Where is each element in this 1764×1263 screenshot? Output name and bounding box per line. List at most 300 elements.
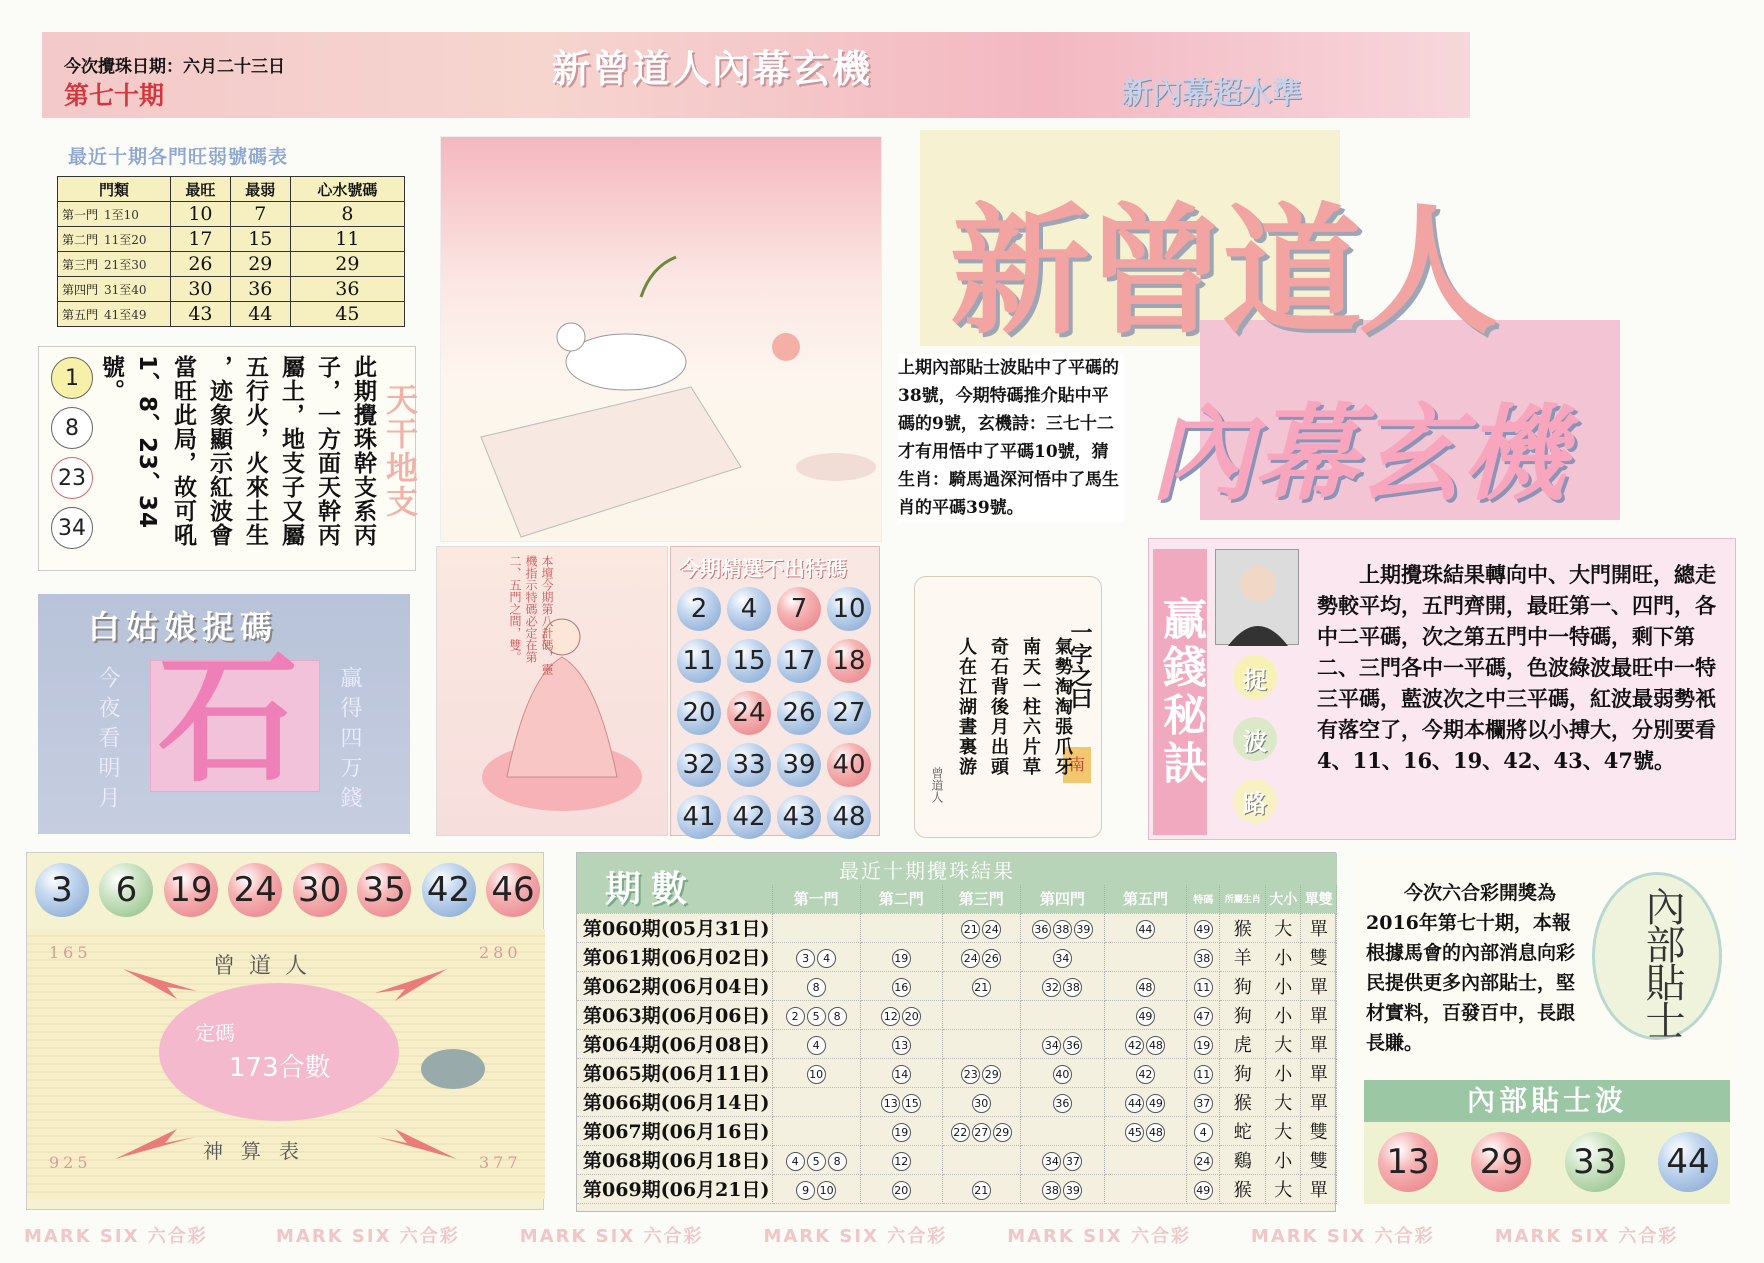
footer-text: MARK SIX 六合彩 — [1007, 1226, 1191, 1246]
result-gate-g4 — [1020, 971, 1104, 1000]
wave-ball: 13 — [1378, 1132, 1438, 1192]
riddle-left-col: 今夜看明月 — [95, 666, 120, 816]
result-ball: 12 — [892, 1152, 911, 1171]
zodiac-column: ，迹象顯示紅波會 — [206, 355, 232, 547]
secret-tags — [1233, 655, 1281, 841]
results-col: 第三門 — [942, 885, 1020, 913]
special-ball: 49 — [1194, 920, 1213, 939]
result-special — [1186, 1029, 1219, 1058]
poem-sign: 曾道人 — [930, 767, 944, 803]
compass-arrows-icon — [27, 929, 545, 1199]
result-ball: 13 — [881, 1094, 900, 1113]
special-ball: 19 — [1194, 1036, 1213, 1055]
gate-hot: 30 — [171, 277, 231, 302]
wave-ball: 44 — [1658, 1132, 1718, 1192]
zodiac-column: 當旺此局，故可吼 — [170, 355, 196, 547]
results-header-row — [577, 885, 1337, 913]
result-bs: 大 — [1266, 913, 1301, 942]
result-gate-g2 — [860, 1116, 942, 1145]
gate-name: 第二門 — [62, 232, 99, 247]
gates-caption: 最近十期各門旺弱號碼表 — [68, 146, 289, 168]
result-gate-g3 — [942, 942, 1020, 971]
goddess-icon — [467, 577, 657, 827]
exclude-ball: 11 — [677, 639, 721, 683]
compass-corner: 377 — [479, 1153, 522, 1172]
riddle-right-col: 贏得四万錢 — [337, 666, 362, 816]
result-gate-g5 — [1104, 1029, 1186, 1058]
exclude-ball: 17 — [777, 639, 821, 683]
gate-pick: 11 — [290, 227, 404, 252]
result-gate-g5 — [1104, 1087, 1186, 1116]
result-special — [1186, 1174, 1219, 1203]
result-issue: 第067期(06月16日) — [577, 1116, 772, 1145]
result-gate-g4 — [1020, 1145, 1104, 1174]
result-gate-g2 — [860, 971, 942, 1000]
result-gate-g5 — [1104, 1174, 1186, 1203]
top-ball: 35 — [357, 863, 411, 917]
result-ball: 14 — [892, 1065, 911, 1084]
result-issue: 第063期(06月06日) — [577, 1000, 772, 1029]
result-gate-g4 — [1020, 1087, 1104, 1116]
result-gate-g1 — [772, 971, 860, 1000]
result-special — [1186, 1145, 1219, 1174]
gates-row — [58, 202, 405, 227]
result-gate-g4 — [1020, 1116, 1104, 1145]
exclude-ball: 27 — [827, 691, 871, 735]
issue-number: 第七十期 — [64, 81, 165, 110]
poem-lines — [953, 637, 1075, 807]
zodiac-ball: 34 — [51, 507, 93, 549]
gate-cold: 7 — [230, 202, 290, 227]
gate-range: 11至20 — [104, 232, 147, 247]
result-ball: 29 — [993, 1123, 1012, 1142]
gate-pick: 29 — [290, 252, 404, 277]
result-gate-g4 — [1020, 1174, 1104, 1203]
secret-tag: 捉 — [1233, 655, 1277, 699]
poem-line: 氣勢淘淘張爪牙 — [1052, 637, 1073, 777]
gates-row — [58, 302, 405, 327]
result-gate-g2 — [860, 1145, 942, 1174]
gate-label — [58, 252, 171, 277]
result-special — [1186, 971, 1219, 1000]
result-row — [577, 1087, 1337, 1116]
result-gate-g1 — [772, 1087, 860, 1116]
zodiac-ball: 1 — [51, 357, 93, 399]
result-gate-g3 — [942, 1087, 1020, 1116]
gate-cold: 36 — [230, 277, 290, 302]
result-gate-g3 — [942, 1174, 1020, 1203]
result-ball: 37 — [1063, 1152, 1082, 1171]
result-ball: 36 — [1063, 1036, 1082, 1055]
result-oe: 雙 — [1301, 942, 1337, 971]
top-balls — [35, 863, 540, 917]
result-ball: 10 — [807, 1065, 826, 1084]
result-ball: 32 — [1042, 978, 1061, 997]
result-special — [1186, 913, 1219, 942]
result-gate-g4 — [1020, 913, 1104, 942]
result-row — [577, 971, 1337, 1000]
gate-pick: 36 — [290, 277, 404, 302]
result-bs: 大 — [1266, 1087, 1301, 1116]
result-ball: 21 — [961, 920, 980, 939]
gates-header: 門類 — [58, 177, 171, 202]
result-gate-g5 — [1104, 1058, 1186, 1087]
footer-text: MARK SIX 六合彩 — [1250, 1226, 1435, 1246]
result-special — [1186, 942, 1219, 971]
result-zod: 虎 — [1220, 1029, 1266, 1058]
poem-stamp: 南 — [1063, 747, 1091, 783]
result-bs: 小 — [1266, 1058, 1301, 1087]
result-ball: 19 — [892, 1123, 911, 1142]
gate-label — [58, 277, 171, 302]
result-row — [577, 1145, 1337, 1174]
result-special — [1186, 1087, 1219, 1116]
exclude-grid — [677, 587, 877, 839]
results-col: 大小 — [1266, 885, 1301, 913]
results-box — [576, 852, 1336, 1212]
result-ball: 21 — [972, 978, 991, 997]
result-issue: 第068期(06月18日) — [577, 1145, 772, 1174]
result-special — [1186, 1058, 1219, 1087]
zodiac-column: 屬土，地支子又屬 — [278, 355, 304, 547]
gates-header: 最弱 — [230, 177, 290, 202]
results-col: 單雙 — [1301, 885, 1337, 913]
gate-name: 第一門 — [62, 207, 99, 222]
author-photo — [1215, 549, 1299, 645]
result-gate-g3 — [942, 913, 1020, 942]
compass-center-top: 定碼 — [195, 1021, 235, 1045]
result-ball: 4 — [817, 949, 836, 968]
result-zod: 鷄 — [1220, 1145, 1266, 1174]
results-col: 第二門 — [860, 885, 942, 913]
secret-title: 贏錢秘訣 — [1153, 549, 1207, 835]
result-gate-g2 — [860, 913, 942, 942]
results-col: 特碼 — [1186, 885, 1219, 913]
person-icon — [1216, 550, 1300, 646]
gates-row — [58, 227, 405, 252]
secret-tag: 波 — [1233, 717, 1277, 761]
result-gate-g3 — [942, 1145, 1020, 1174]
result-issue: 第060期(05月31日) — [577, 913, 772, 942]
top-ball: 24 — [228, 863, 282, 917]
result-gate-g2 — [860, 1000, 942, 1029]
result-zod: 猴 — [1220, 1174, 1266, 1203]
result-special — [1186, 1000, 1219, 1029]
result-issue: 第065期(06月11日) — [577, 1058, 772, 1087]
riddle-box — [38, 594, 410, 834]
result-gate-g2 — [860, 1029, 942, 1058]
special-ball: 49 — [1194, 1181, 1213, 1200]
results-col: 第四門 — [1020, 885, 1104, 913]
special-ball: 11 — [1194, 978, 1213, 997]
insider-text: 今次六合彩開獎為2016年第七十期，本報根據馬會的內部消息向彩民提供更多內部貼士，堅材實料，百發百中，長跟長賺。 — [1366, 882, 1576, 1054]
result-bs: 大 — [1266, 1174, 1301, 1203]
exclude-ball: 24 — [727, 691, 771, 735]
special-ball: 37 — [1194, 1094, 1213, 1113]
result-ball: 49 — [1146, 1094, 1165, 1113]
results-col: 第一門 — [772, 885, 860, 913]
special-ball: 11 — [1194, 1065, 1213, 1084]
exclude-ball: 42 — [727, 795, 771, 839]
poem-line: 人在江湖晝裏游 — [956, 637, 977, 777]
exclude-ball: 33 — [727, 743, 771, 787]
result-issue: 第066期(06月14日) — [577, 1087, 772, 1116]
result-gate-g2 — [860, 1174, 942, 1203]
gate-cold: 15 — [230, 227, 290, 252]
result-oe: 單 — [1301, 1174, 1337, 1203]
result-ball: 39 — [1074, 920, 1093, 939]
page-subtitle: 新內幕超水準 — [1122, 76, 1302, 111]
result-ball: 38 — [1063, 978, 1082, 997]
top-ball: 42 — [422, 863, 476, 917]
result-ball: 24 — [961, 949, 980, 968]
gates-header-row — [58, 177, 405, 202]
result-issue: 第064期(06月08日) — [577, 1029, 772, 1058]
result-gate-g3 — [942, 1000, 1020, 1029]
footer-text: MARK SIX 六合彩 — [1494, 1226, 1679, 1246]
result-ball: 27 — [972, 1123, 991, 1142]
compass-top: 曾道人 — [213, 954, 322, 979]
result-gate-g2 — [860, 1087, 942, 1116]
result-gate-g3 — [942, 1029, 1020, 1058]
result-gate-g1 — [772, 1058, 860, 1087]
result-ball: 16 — [892, 978, 911, 997]
wave-ball: 33 — [1565, 1132, 1625, 1192]
result-ball: 12 — [881, 1007, 900, 1026]
gate-cold: 44 — [230, 302, 290, 327]
result-special — [1186, 1116, 1219, 1145]
gate-range: 21至30 — [104, 257, 147, 272]
result-issue: 第061期(06月02日) — [577, 942, 772, 971]
result-ball: 36 — [1053, 1094, 1072, 1113]
result-ball: 5 — [807, 1007, 826, 1026]
gates-header: 心水號碼 — [290, 177, 404, 202]
top-ball: 19 — [164, 863, 218, 917]
result-ball: 4 — [807, 1036, 826, 1055]
gate-label — [58, 227, 171, 252]
results-col: 所屬生肖 — [1220, 885, 1266, 913]
gate-pick: 45 — [290, 302, 404, 327]
gates-row — [58, 252, 405, 277]
bigtitle-line1: 新曾道人 — [950, 191, 1495, 354]
zodiac-ball: 8 — [51, 407, 93, 449]
exclude-ball: 15 — [727, 639, 771, 683]
gate-range: 1至10 — [104, 207, 139, 222]
gates-table — [57, 176, 405, 327]
result-ball: 15 — [902, 1094, 921, 1113]
result-ball: 26 — [982, 949, 1001, 968]
gates-header: 最旺 — [171, 177, 231, 202]
poem-line: 南天一柱六片草 — [1020, 637, 1041, 777]
exclude-ball: 41 — [677, 795, 721, 839]
gate-pick: 8 — [290, 202, 404, 227]
page-title: 新曾道人內幕玄機 — [552, 47, 873, 91]
result-ball: 40 — [1053, 1065, 1072, 1084]
gate-label — [58, 302, 171, 327]
exclude-ball: 2 — [677, 587, 721, 631]
result-issue: 第062期(06月04日) — [577, 971, 772, 1000]
special-ball: 4 — [1194, 1123, 1213, 1142]
zodiac-box — [38, 346, 419, 571]
result-ball: 3 — [796, 949, 815, 968]
result-ball: 21 — [972, 1181, 991, 1200]
result-bs: 小 — [1266, 971, 1301, 1000]
result-bs: 小 — [1266, 1000, 1301, 1029]
result-row — [577, 1029, 1337, 1058]
result-ball: 8 — [828, 1152, 847, 1171]
result-oe: 單 — [1301, 1087, 1337, 1116]
result-ball: 34 — [1042, 1152, 1061, 1171]
result-ball: 49 — [1136, 1007, 1155, 1026]
result-gate-g1 — [772, 942, 860, 971]
exclude-title: 今期精選不出特碼 — [679, 557, 847, 581]
secret-text: 上期攪珠結果轉向中、大門開旺，總走勢較平均，五門齊開，最旺第一、四門，各中二平碼，次之第五門中一特碼，剩下第二、三門各中一平碼，色波綠波最旺中一特三平碼，藍波次之中三平碼，紅波最弱勢衹有落空了，今期本欄將以小搏大，分別要看4、11、16、19、42、43、47號。 — [1317, 562, 1716, 773]
result-gate-g4 — [1020, 1000, 1104, 1029]
result-ball: 44 — [1136, 920, 1155, 939]
result-ball: 45 — [1125, 1123, 1144, 1142]
result-gate-g1 — [772, 913, 860, 942]
result-ball: 24 — [982, 920, 1001, 939]
special-ball: 38 — [1194, 949, 1213, 968]
gate-name: 第三門 — [62, 257, 99, 272]
compass-corner: 165 — [49, 943, 92, 962]
result-row — [577, 1000, 1337, 1029]
result-ball: 19 — [892, 949, 911, 968]
result-ball: 9 — [796, 1181, 815, 1200]
wave-balls — [1378, 1132, 1718, 1192]
special-ball: 47 — [1194, 1007, 1213, 1026]
cat-illustration — [440, 136, 882, 542]
riddle-title: 白姑娘捉碼 — [88, 608, 279, 646]
result-ball: 22 — [951, 1123, 970, 1142]
result-oe: 雙 — [1301, 1145, 1337, 1174]
result-ball: 38 — [1042, 1181, 1061, 1200]
goddess-box — [436, 546, 668, 836]
result-row — [577, 942, 1337, 971]
compass-center-main: 173合數 — [229, 1053, 331, 1083]
result-zod: 蛇 — [1220, 1116, 1266, 1145]
poem-line: 奇石背後月出頭 — [988, 637, 1009, 777]
result-ball: 5 — [807, 1152, 826, 1171]
result-oe: 單 — [1301, 1000, 1337, 1029]
result-gate-g4 — [1020, 942, 1104, 971]
result-gate-g1 — [772, 1029, 860, 1058]
result-ball: 2 — [786, 1007, 805, 1026]
footer-text: MARK SIX 六合彩 — [519, 1226, 704, 1246]
result-row — [577, 1116, 1337, 1145]
result-ball: 8 — [828, 1007, 847, 1026]
result-ball: 29 — [982, 1065, 1001, 1084]
compass-corner: 925 — [49, 1153, 92, 1172]
gate-range: 31至40 — [104, 282, 147, 297]
gate-name: 第四門 — [62, 282, 99, 297]
result-gate-g5 — [1104, 1000, 1186, 1029]
poem-title: 一字之曰 — [1067, 621, 1093, 709]
result-gate-g1 — [772, 1145, 860, 1174]
header-banner — [42, 32, 1470, 118]
result-ball: 48 — [1146, 1036, 1165, 1055]
exclude-ball: 32 — [677, 743, 721, 787]
top-ball: 46 — [486, 863, 540, 917]
results-table — [577, 885, 1337, 1204]
result-gate-g3 — [942, 1058, 1020, 1087]
result-zod: 狗 — [1220, 1000, 1266, 1029]
exclude-ball: 20 — [677, 691, 721, 735]
footer-text: MARK SIX 六合彩 — [276, 1226, 460, 1246]
result-ball: 36 — [1032, 920, 1051, 939]
result-gate-g1 — [772, 1116, 860, 1145]
last-tip-text: 上期內部貼士波貼中了平碼的38號，今期特碼推介貼中平碼的9號，玄機詩：三七十二才有用悟中了平碼10號，猜生肖：騎馬過深河悟中了馬生肖的平碼39號。 — [898, 354, 1124, 522]
exclude-ball: 43 — [777, 795, 821, 839]
exclude-ball: 10 — [827, 587, 871, 631]
result-ball: 34 — [1042, 1036, 1061, 1055]
result-row — [577, 1058, 1337, 1087]
wave-title: 內部貼士波 — [1364, 1080, 1730, 1122]
top-ball: 30 — [293, 863, 347, 917]
result-oe: 單 — [1301, 1029, 1337, 1058]
result-ball: 20 — [902, 1007, 921, 1026]
secret-box — [1148, 538, 1736, 840]
zodiac-column: 子，一方面天幹丙 — [314, 355, 340, 547]
result-ball: 8 — [807, 978, 826, 997]
exclude-ball: 7 — [777, 587, 821, 631]
result-gate-g4 — [1020, 1029, 1104, 1058]
result-gate-g2 — [860, 1058, 942, 1087]
zodiac-column: 此期攪珠幹支系丙 — [350, 355, 376, 547]
zodiac-column: 五行火，火來土生 — [242, 355, 268, 547]
result-gate-g3 — [942, 1116, 1020, 1145]
result-gate-g5 — [1104, 1116, 1186, 1145]
result-bs: 小 — [1266, 1145, 1301, 1174]
results-title: 最近十期攪珠結果 — [839, 859, 1015, 883]
exclude-ball: 39 — [777, 743, 821, 787]
result-ball: 30 — [972, 1094, 991, 1113]
top-ball: 3 — [35, 863, 89, 917]
result-bs: 大 — [1266, 1029, 1301, 1058]
special-ball: 24 — [1194, 1152, 1213, 1171]
result-ball: 42 — [1136, 1065, 1155, 1084]
result-zod: 猴 — [1220, 1087, 1266, 1116]
result-ball: 48 — [1146, 1123, 1165, 1142]
result-ball: 4 — [786, 1152, 805, 1171]
footer-strip — [24, 1222, 1744, 1246]
result-bs: 大 — [1266, 1116, 1301, 1145]
exclude-box — [670, 546, 880, 836]
gate-hot: 26 — [171, 252, 231, 277]
gate-name: 第五門 — [62, 307, 99, 322]
zodiac-side-title: 天干地支 — [381, 383, 419, 519]
result-oe: 單 — [1301, 1058, 1337, 1087]
result-gate-g4 — [1020, 1058, 1104, 1087]
result-oe: 雙 — [1301, 1116, 1337, 1145]
result-zod: 狗 — [1220, 1058, 1266, 1087]
zodiac-ball: 23 — [51, 457, 93, 499]
zodiac-column: 1、8、23、34號。 — [98, 355, 160, 530]
result-issue: 第069期(06月21日) — [577, 1174, 772, 1203]
result-ball: 23 — [961, 1065, 980, 1084]
result-row — [577, 913, 1337, 942]
exclude-ball: 48 — [827, 795, 871, 839]
result-ball: 34 — [1053, 949, 1072, 968]
period-header: 期數 — [605, 869, 698, 910]
result-ball: 44 — [1125, 1094, 1144, 1113]
exclude-ball: 4 — [727, 587, 771, 631]
result-zod: 狗 — [1220, 971, 1266, 1000]
compass-box — [26, 852, 544, 1210]
result-gate-g5 — [1104, 1145, 1186, 1174]
compass-bottom: 神算表 — [203, 1139, 317, 1163]
gate-hot: 10 — [171, 202, 231, 227]
